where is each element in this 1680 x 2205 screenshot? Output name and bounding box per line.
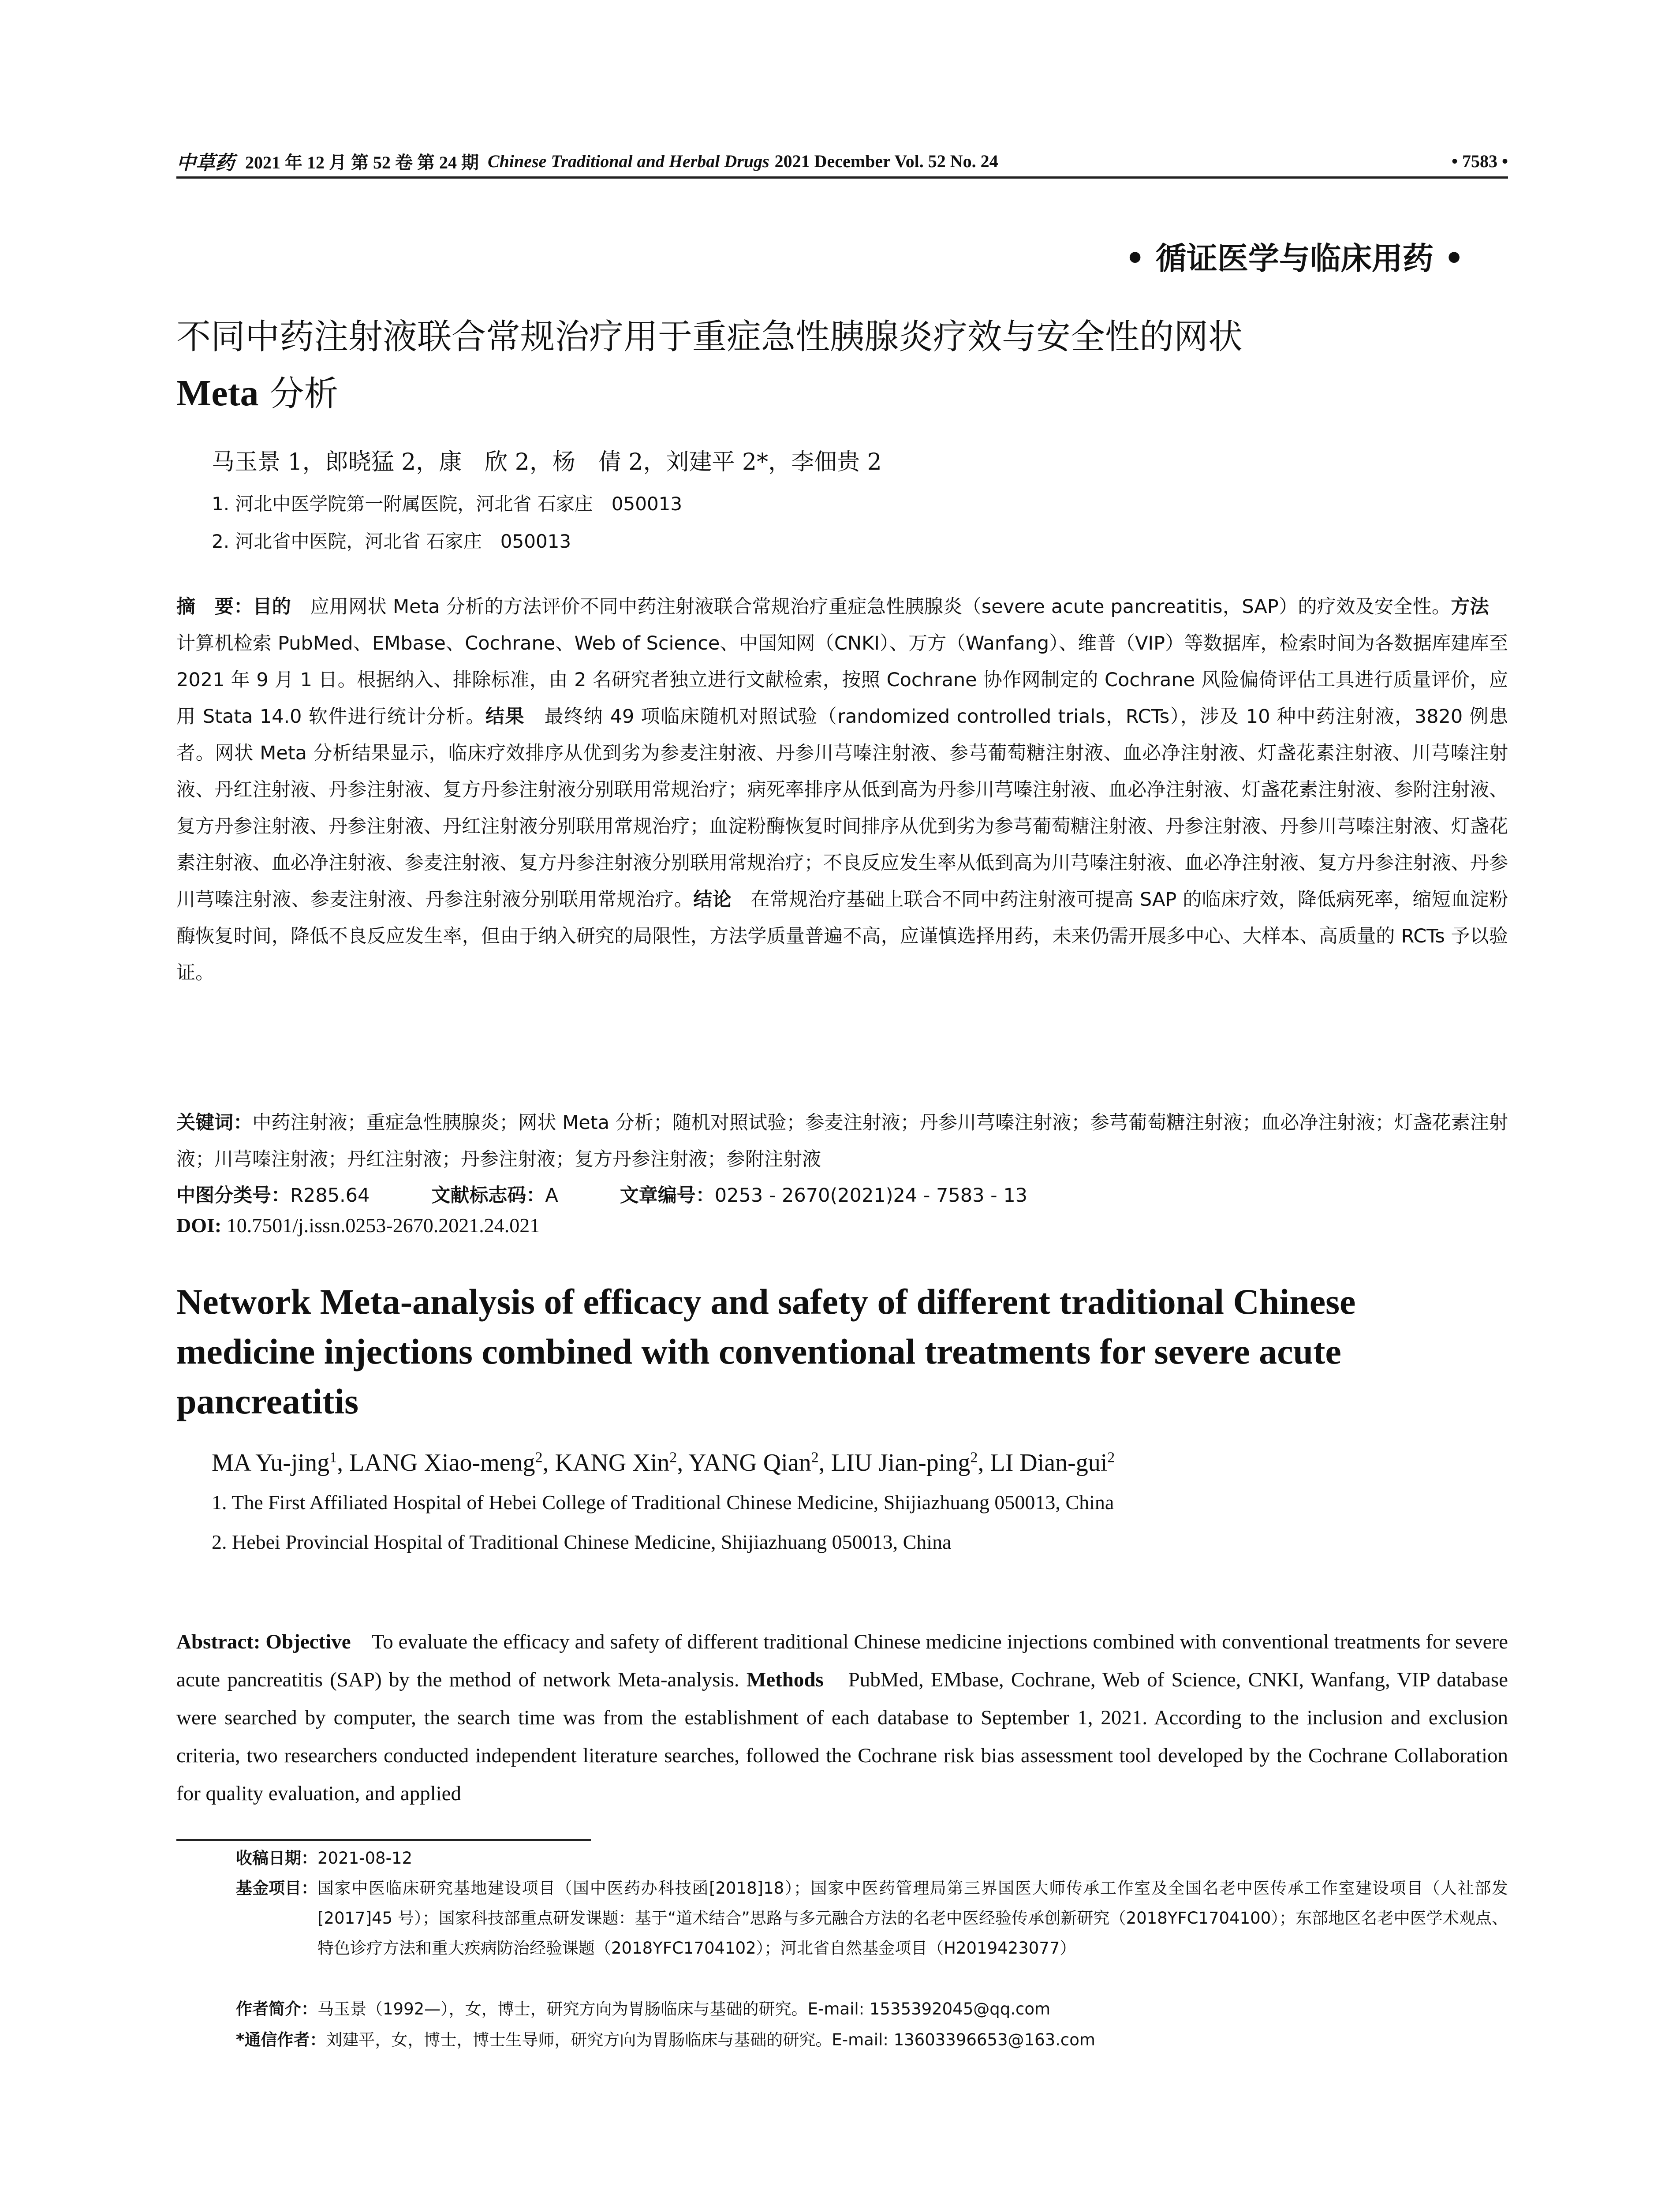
author-separator: , [978, 1449, 990, 1476]
affiliation-en-2: 2. Hebei Provincial Hospital of Traditional Chinese Medicine, Shijiazhuang 050013, China [212, 1531, 952, 1553]
methods-cn: 计算机检索 PubMed、EMbase、Cochrane、Web of Science、中国知网（CNKI）、万方（Wanfang）、维普（VIP）等数据库，检索时间为各数据库建库至 2021 年 9 月 1 日。根据纳入、排除标准，由 2 名研究者独立进行文献检索，按照 Cochrane 协作网制定的 Cochrane 风险偏倚评估工具进行质量评价，应用 Stata 14.0 软件进行统计分析。 [176, 596, 1508, 728]
author-bio-label: 作者简介： [236, 1999, 317, 2018]
journal-logo: 中草药 [176, 152, 235, 174]
keywords-text: 中药注射液；重症急性胰腺炎；网状 Meta 分析；随机对照试验；参麦注射液；丹参川芎嗪注射液；参芎葡萄糖注射液；血必净注射液；灯盏花素注射液；川芎嗪注射液；丹红注射液；丹参注射液；复方丹参注射液；参附注射液 [176, 1112, 1508, 1170]
authors-en [212, 1449, 1115, 1477]
author-en: MA Yu-jing [212, 1449, 330, 1476]
author-bio-text: 马玉景（1992—），女，博士，研究方向为胃肠临床与基础的研究。E-mail: 1535392045@qq.com [317, 1999, 1051, 2018]
author-en: LANG Xiao-meng [349, 1449, 535, 1476]
doc-code-value: A [545, 1185, 558, 1207]
author-separator: , [542, 1449, 555, 1476]
author-affiliation-mark: 1 [329, 1449, 337, 1466]
title-cn [176, 309, 1508, 422]
objective-label-cn: 目的 [253, 596, 291, 618]
conclusion-label-cn: 结论 [693, 889, 732, 911]
column-heading: • 循证医学与临床用药 • [1125, 240, 1464, 277]
issue-en: 2021 December Vol. 52 No. 24 [774, 151, 998, 171]
affiliation-en-1: 1. The First Affiliated Hospital of Hebei College of Traditional Chinese Medicine, Shijiazhuang 050013, China [212, 1491, 1114, 1514]
doi-label: DOI: [176, 1214, 222, 1237]
author-en: KANG Xin [555, 1449, 670, 1476]
objective-cn: 应用网状 Meta 分析的方法评价不同中药注射液联合常规治疗重症急性胰腺炎（severe acute pancreatitis，SAP）的疗效及安全性。 [291, 596, 1451, 618]
running-header [176, 148, 1508, 174]
footnote-fund [236, 1873, 1508, 1963]
affiliation-cn-1: 1. 河北中医学院第一附属医院，河北省 石家庄 050013 [212, 493, 683, 515]
received-date: 2021-08-12 [317, 1849, 413, 1868]
clc-value: R285.64 [290, 1185, 370, 1207]
methods-en: PubMed, EMbase, Cochrane, Web of Science, CNKI, Wanfang, VIP database were searched by computer, the search time was from the establishment of each database to September 1, 2021. According to the inclusion and exclusion criteria, two researchers conducted independent literature searches, followed the Cochrane risk bias assessment tool developed by the Cochrane Collaboration for quality evaluation, and applied [176, 1668, 1508, 1805]
affiliation-cn-2: 2. 河北省中医院，河北省 石家庄 050013 [212, 531, 571, 552]
author-en: LIU Jian-ping [831, 1449, 971, 1476]
corresponding-text: 刘建平，女，博士，博士生导师，研究方向为胃肠临床与基础的研究。E-mail: 13603396653@163.com [326, 2030, 1095, 2049]
author-separator: , [677, 1449, 689, 1476]
clc-label: 中图分类号： [176, 1185, 290, 1207]
author-separator: , [337, 1449, 350, 1476]
title-cn-meta: Meta [176, 373, 259, 414]
header-rule [176, 176, 1508, 179]
abstract-cn [176, 589, 1508, 991]
results-cn: 最终纳 49 项临床随机对照试验（randomized controlled trials，RCTs），涉及 10 种中药注射液，3820 例患者。网状 Meta 分析结果显示，临床疗效排序从优到劣为参麦注射液、丹参川芎嗪注射液、参芎葡萄糖注射液、血必净注射液、灯盏花素注射液、川芎嗪注射液、丹红注射液、丹参注射液、复方丹参注射液分别联用常规治疗；病死率排序从低到高为丹参川芎嗪注射液、血必净注射液、灯盏花素注射液、参附注射液、复方丹参注射液、丹参注射液、丹红注射液分别联用常规治疗；血淀粉酶恢复时间排序从优到劣为参芎葡萄糖注射液、丹参注射液、丹参川芎嗪注射液、灯盏花素注射液、血必净注射液、参麦注射液、复方丹参注射液分别联用常规治疗；不良反应发生率从低到高为川芎嗪注射液、血必净注射液、复方丹参注射液、丹参川芎嗪注射液、参麦注射液、丹参注射液分别联用常规治疗。 [176, 706, 1508, 911]
keywords-label: 关键词： [176, 1112, 253, 1134]
doi-line [176, 1214, 540, 1237]
results-label-cn: 结果 [485, 706, 525, 728]
classification-line [176, 1177, 1508, 1214]
footnote-rule [176, 1839, 591, 1841]
author-separator: , [818, 1449, 831, 1476]
author-affiliation-mark: 2 [970, 1449, 978, 1466]
methods-label-cn: 方法 [1451, 596, 1490, 618]
article-number-value: 0253 - 2670(2021)24 - 7583 - 13 [714, 1185, 1028, 1207]
abstract-en-label: Abstract: Objective [176, 1630, 351, 1653]
footnote-author [236, 1994, 1508, 2024]
title-cn-line1: 不同中药注射液联合常规治疗用于重症急性胰腺炎疗效与安全性的网状 [176, 317, 1243, 357]
title-en: Network Meta-analysis of efficacy and safety of different traditional Chinese medicine injections combined with conventional treatments for severe acute pancreatitis [176, 1282, 1356, 1421]
received-label: 收稿日期： [236, 1849, 317, 1868]
author-en: LI Dian-gui [990, 1449, 1108, 1476]
journal-name-en: Chinese Traditional and Herbal Drugs [488, 151, 769, 171]
author-affiliation-mark: 2 [535, 1449, 543, 1466]
footnote-received [236, 1843, 1508, 1873]
page-number: • 7583 • [1451, 151, 1508, 171]
corresponding-label: *通信作者： [236, 2030, 326, 2049]
doc-code-label: 文献标志码： [431, 1185, 545, 1207]
objective-en: To evaluate the efficacy and safety of different traditional Chinese medicine injections combined with conventional treatments for severe acute pancreatitis (SAP) by the method of network Meta-analysis. [176, 1630, 1508, 1691]
abstract-en [176, 1623, 1508, 1813]
conclusion-cn: 在常规治疗基础上联合不同中药注射液可提高 SAP 的临床疗效，降低病死率，缩短血淀粉酶恢复时间，降低不良反应发生率，但由于纳入研究的局限性，方法学质量普遍不高，应谨慎选择用药，未来仍需开展多中心、大样本、高质量的 RCTs 予以验证。 [176, 889, 1508, 984]
author-affiliation-mark: 2 [1107, 1449, 1115, 1466]
author-affiliation-mark: 2 [669, 1449, 677, 1466]
author-affiliation-mark: 2 [811, 1449, 819, 1466]
author-en: YANG Qian [688, 1449, 811, 1476]
authors-cn: 马玉景 1，郎晓猛 2，康 欣 2，杨 倩 2，刘建平 2*，李佃贵 2 [212, 449, 882, 475]
doi-value[interactable]: 10.7501/j.issn.0253-2670.2021.24.021 [221, 1214, 540, 1237]
fund-label: 基金项目： [236, 1879, 317, 1898]
issue-cn: 2021 年 12 月 第 52 卷 第 24 期 [245, 152, 479, 172]
methods-label-en: Methods [746, 1668, 824, 1691]
footnote-corresponding [236, 2025, 1508, 2055]
abstract-cn-label: 摘 要： [176, 596, 253, 618]
article-number-label: 文章编号： [620, 1185, 715, 1207]
fund-text: 国家中医临床研究基地建设项目（国中医药办科技函[2018]18）；国家中医药管理局第三界国医大师传承工作室及全国名老中医传承工作室建设项目（人社部发[2017]45 号）；国家科技部重点研发课题：基于“道术结合”思路与多元融合方法的名老中医经验传承创新研究（2018YFC1704100）；东部地区名老中医学术观点、特色诊疗方法和重大疾病防治经验课题（2018YFC1704102）；河北省自然基金项目（H2019423077） [317, 1879, 1508, 1958]
keywords [176, 1105, 1508, 1178]
title-cn-line2: 分析 [258, 374, 339, 414]
